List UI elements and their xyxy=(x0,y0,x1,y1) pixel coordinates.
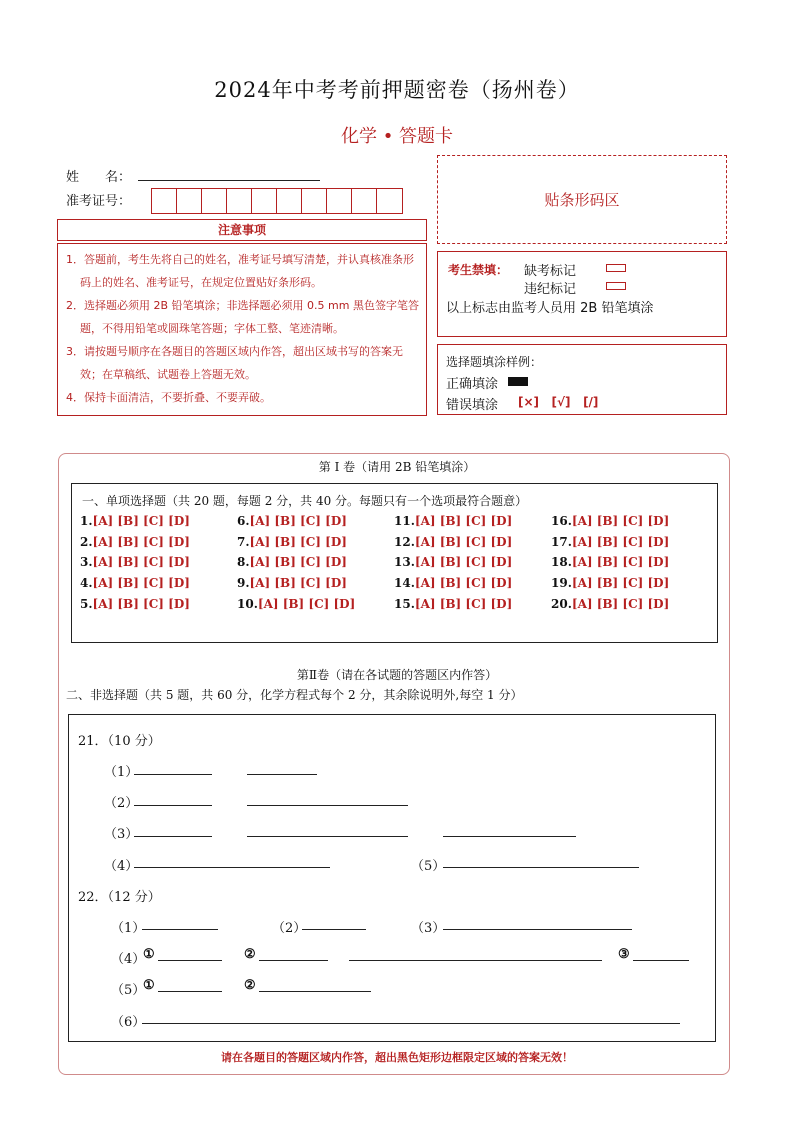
mc-question[interactable] xyxy=(237,535,347,549)
mc-options[interactable]: [A] [B] [C] [D] xyxy=(92,514,190,528)
mc-question-number: 17. xyxy=(551,535,572,549)
mc-question-number: 5. xyxy=(80,597,93,611)
mc-options[interactable]: [A] [B] [C] [D] xyxy=(414,535,513,549)
circled-three: ③ xyxy=(618,947,630,962)
answer-blank[interactable] xyxy=(142,1023,680,1024)
mc-question[interactable] xyxy=(551,576,669,590)
mc-question-number: 11. xyxy=(394,514,415,528)
mc-question[interactable] xyxy=(394,597,512,611)
answer-blank[interactable] xyxy=(247,805,408,806)
answer-blank[interactable] xyxy=(247,774,317,775)
answer-blank[interactable] xyxy=(142,929,218,930)
answer-blank[interactable] xyxy=(443,867,639,868)
mc-question[interactable] xyxy=(80,514,190,528)
q21-label: 21．（10 分） xyxy=(78,734,161,749)
answer-box xyxy=(68,714,716,1042)
circled-two: ② xyxy=(244,978,256,993)
id-box[interactable] xyxy=(227,189,252,213)
mc-question-number: 4. xyxy=(80,576,93,590)
answer-blank[interactable] xyxy=(158,991,222,992)
mc-options[interactable]: [A] [B] [C] [D] xyxy=(571,555,670,569)
mc-question-number: 2. xyxy=(80,535,93,549)
answer-blank[interactable] xyxy=(302,929,366,930)
mc-options[interactable]: [A] [B] [C] [D] xyxy=(414,576,513,590)
mc-options[interactable]: [A] [B] [C] [D] xyxy=(249,576,347,590)
q21-sub1: （1） xyxy=(104,765,139,780)
mc-options[interactable]: [A] [B] [C] [D] xyxy=(571,576,670,590)
mc-options[interactable]: [A] [B] [C] [D] xyxy=(249,514,347,528)
mc-options[interactable]: [A] [B] [C] [D] xyxy=(92,555,190,569)
mc-options[interactable]: [A] [B] [C] [D] xyxy=(92,597,190,611)
mc-question-number: 18. xyxy=(551,555,572,569)
mc-options[interactable]: [A] [B] [C] [D] xyxy=(92,576,190,590)
circled-two: ② xyxy=(244,947,256,962)
mc-question[interactable] xyxy=(237,555,347,569)
notice-item: 2．选择题必须用 2B 铅笔填涂；非选择题必须用 0.5 mm 黑色签字笔答题，不得用铅笔或圆珠笔答题；字体工整、笔迹清晰。 xyxy=(66,299,419,335)
part2-section-title: 二、非选择题（共 5 题，共 60 分，化学方程式每个 2 分，其余除说明外,每空 1 分） xyxy=(66,688,523,702)
notice-box xyxy=(57,243,427,416)
barcode-label: 贴条形码区 xyxy=(544,191,620,209)
correct-fill-sample xyxy=(508,377,528,386)
notice-item: 1．答题前，考生先将自己的姓名，准考证号填写清楚，并认真核准条形码上的姓名、准考证号，在规定位置贴好条形码。 xyxy=(66,253,414,289)
id-box[interactable] xyxy=(352,189,377,213)
wrong-fill-label: 错误填涂 xyxy=(446,398,499,413)
mc-options[interactable]: [A] [B] [C] [D] xyxy=(249,555,347,569)
name-field[interactable] xyxy=(138,180,320,181)
mc-question-number: 14. xyxy=(394,576,415,590)
mc-question-number: 10. xyxy=(237,597,258,611)
answer-blank[interactable] xyxy=(134,774,212,775)
mc-question-number: 3. xyxy=(80,555,93,569)
mc-question[interactable] xyxy=(394,555,512,569)
answer-blank[interactable] xyxy=(443,836,576,837)
mc-question[interactable] xyxy=(80,597,190,611)
absent-label: 缺考标记 xyxy=(524,264,577,279)
answer-blank[interactable] xyxy=(134,805,212,806)
id-box[interactable] xyxy=(252,189,277,213)
id-box[interactable] xyxy=(177,189,202,213)
mc-question[interactable] xyxy=(237,597,355,611)
q22-label: 22．（12 分） xyxy=(78,890,161,905)
mc-options[interactable]: [A] [B] [C] [D] xyxy=(414,597,513,611)
mc-question-number: 19. xyxy=(551,576,572,590)
id-box[interactable] xyxy=(377,189,402,213)
id-box[interactable] xyxy=(152,189,177,213)
notice-item: 4．保持卡面清洁，不要折叠、不要弄破。 xyxy=(66,391,271,404)
id-label: 准考证号： xyxy=(66,194,132,209)
answer-blank[interactable] xyxy=(259,991,371,992)
mc-question-number: 20. xyxy=(551,597,572,611)
mc-question[interactable] xyxy=(551,535,669,549)
mc-options[interactable]: [A] [B] [C] [D] xyxy=(571,514,670,528)
circled-one: ① xyxy=(143,947,155,962)
mc-options[interactable]: [A] [B] [C] [D] xyxy=(571,535,670,549)
mc-options[interactable]: [A] [B] [C] [D] xyxy=(92,535,190,549)
q22-sub2: （2） xyxy=(272,921,307,936)
prohibited-label: 考生禁填： xyxy=(448,263,509,277)
mc-question-number: 1. xyxy=(80,514,93,528)
answer-blank[interactable] xyxy=(633,960,689,961)
id-number-boxes[interactable] xyxy=(151,188,403,214)
mc-section-title: 一、单项选择题（共 20 题，每题 2 分，共 40 分。每题只有一个选项最符合题意） xyxy=(82,494,528,508)
q22-sub3: （3） xyxy=(411,921,446,936)
mc-question[interactable] xyxy=(237,514,347,528)
q21-sub5: （5） xyxy=(411,859,446,874)
q22-sub4: （4） xyxy=(111,952,146,967)
prohibited-box xyxy=(437,251,727,337)
wrong-fill-samples: [×] [√] [/] xyxy=(518,395,599,409)
fill-example-label: 选择题填涂样例： xyxy=(446,355,543,369)
notice-item: 3．请按题号顺序在各题目的答题区域内作答，超出区域书写的答案无效；在草稿纸、试题卷上答题无效。 xyxy=(66,345,403,381)
answer-blank[interactable] xyxy=(134,836,212,837)
prohibited-note: 以上标志由监考人员用 2B 铅笔填涂 xyxy=(446,301,654,316)
mc-options[interactable]: [A] [B] [C] [D] xyxy=(249,535,347,549)
mc-options[interactable]: [A] [B] [C] [D] xyxy=(414,555,513,569)
mc-question[interactable] xyxy=(394,576,512,590)
mc-question[interactable] xyxy=(80,576,190,590)
answer-blank[interactable] xyxy=(247,836,408,837)
answer-blank[interactable] xyxy=(349,960,602,961)
q21-sub2: （2） xyxy=(104,796,139,811)
id-box[interactable] xyxy=(202,189,227,213)
mc-question-number: 9. xyxy=(237,576,250,590)
fill-example-box xyxy=(437,344,727,415)
mc-question-number: 13. xyxy=(394,555,415,569)
mc-question[interactable] xyxy=(551,555,669,569)
q22-sub6: （6） xyxy=(111,1015,146,1030)
answer-blank[interactable] xyxy=(443,929,632,930)
answer-blank[interactable] xyxy=(134,867,330,868)
part2-title: 第Ⅱ卷（请在各试题的答题区内作答） xyxy=(296,668,498,682)
mc-question[interactable] xyxy=(237,576,347,590)
notice-heading: 注意事项 xyxy=(57,219,427,241)
mc-question[interactable] xyxy=(551,597,669,611)
mc-question-number: 6. xyxy=(237,514,250,528)
name-label: 姓 名： xyxy=(66,170,132,185)
mc-question[interactable] xyxy=(80,555,190,569)
circled-one: ① xyxy=(143,978,155,993)
mc-options[interactable]: [A] [B] [C] [D] xyxy=(571,597,670,611)
mc-question[interactable] xyxy=(551,514,669,528)
mc-options[interactable]: [A] [B] [C] [D] xyxy=(414,514,513,528)
page-title: 2024年中考考前押题密卷（扬州卷） xyxy=(214,78,580,102)
page-subtitle: 化学 • 答题卡 xyxy=(340,126,454,147)
mc-question-number: 15. xyxy=(394,597,415,611)
id-box[interactable] xyxy=(327,189,352,213)
id-box[interactable] xyxy=(277,189,302,213)
mc-question[interactable] xyxy=(394,535,512,549)
answer-blank[interactable] xyxy=(259,960,328,961)
absent-mark[interactable] xyxy=(606,264,626,272)
mc-question-number: 12. xyxy=(394,535,415,549)
barcode-area xyxy=(437,155,727,244)
id-box[interactable] xyxy=(302,189,327,213)
q21-sub4: （4） xyxy=(104,859,139,874)
part1-title: 第 I 卷（请用 2B 铅笔填涂） xyxy=(318,460,476,474)
mc-question-number: 16. xyxy=(551,514,572,528)
mc-question[interactable] xyxy=(80,535,190,549)
q22-sub5: （5） xyxy=(111,983,146,998)
violation-mark[interactable] xyxy=(606,282,626,290)
mc-question-number: 8. xyxy=(237,555,250,569)
violation-label: 违纪标记 xyxy=(524,282,577,297)
correct-fill-label: 正确填涂 xyxy=(446,377,499,392)
q22-sub1: （1） xyxy=(111,921,146,936)
mc-question[interactable] xyxy=(394,514,512,528)
mc-options[interactable]: [A] [B] [C] [D] xyxy=(257,597,356,611)
footer-warning: 请在各题目的答题区域内作答，超出黑色矩形边框限定区域的答案无效！ xyxy=(221,1051,573,1064)
mc-question-number: 7. xyxy=(237,535,250,549)
q21-sub3: （3） xyxy=(104,827,139,842)
answer-blank[interactable] xyxy=(158,960,222,961)
